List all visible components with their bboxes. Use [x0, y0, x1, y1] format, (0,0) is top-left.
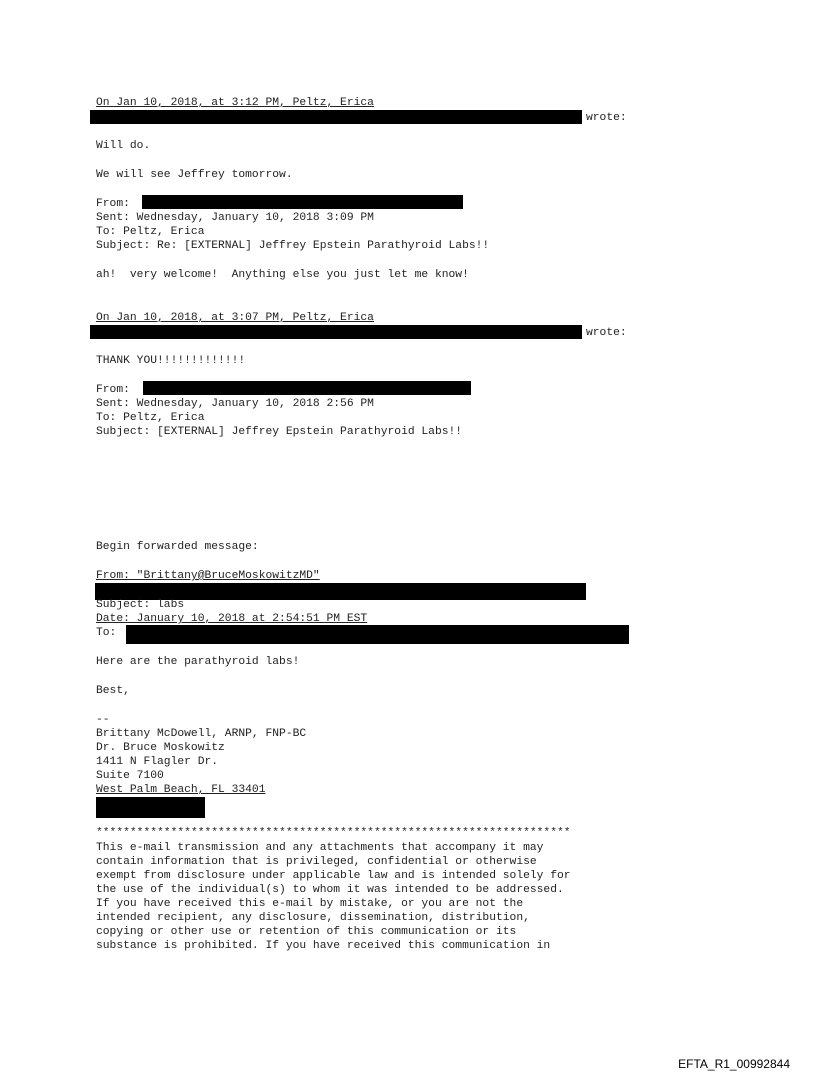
from-line: From: "Brittany@BruceMoskowitzMD" — [96, 570, 320, 582]
disclaimer-stars: ********************************************************************** — [96, 827, 571, 839]
disclaimer-line: If you have received this e-mail by mistake, or you are not the — [96, 898, 524, 910]
redaction-bar — [90, 110, 582, 124]
subject-line: Subject: [EXTERNAL] Jeffrey Epstein Parathyroid Labs!! — [96, 426, 463, 438]
redaction-bar — [143, 381, 471, 395]
disclaimer-line: This e-mail transmission and any attachments that accompany it may — [96, 842, 544, 854]
redaction-bar — [96, 797, 205, 818]
email-body-line: Will do. — [96, 140, 151, 152]
forwarded-intro: Begin forwarded message: — [96, 541, 259, 553]
signature-line: West Palm Beach, FL 33401 — [96, 784, 266, 796]
subject-line: Subject: Re: [EXTERNAL] Jeffrey Epstein Parathyroid Labs!! — [96, 240, 490, 252]
closing-line: Best, — [96, 685, 130, 697]
disclaimer-line: exempt from disclosure under applicable law and is intended solely for — [96, 870, 571, 882]
from-label: From: — [96, 384, 130, 396]
signature-line: Brittany McDowell, ARNP, FNP-BC — [96, 728, 307, 740]
wrote-label: wrote: — [586, 112, 627, 124]
email-header: On Jan 10, 2018, at 3:07 PM, Peltz, Erica — [96, 312, 374, 324]
sent-line: Sent: Wednesday, January 10, 2018 3:09 PM — [96, 212, 374, 224]
redaction-bar — [126, 625, 629, 644]
disclaimer-line: contain information that is privileged, confidential or otherwise — [96, 856, 537, 868]
date-line: Date: January 10, 2018 at 2:54:51 PM EST — [96, 613, 368, 625]
redaction-bar — [142, 195, 463, 209]
email-body-line: Here are the parathyroid labs! — [96, 656, 300, 668]
to-line: To: Peltz, Erica — [96, 226, 205, 238]
signature-separator: -- — [96, 714, 110, 726]
redaction-bar — [90, 325, 582, 339]
disclaimer-line: substance is prohibited. If you have received this communication in — [96, 940, 551, 952]
disclaimer-line: intended recipient, any disclosure, dissemination, distribution, — [96, 912, 530, 924]
email-body-line: We will see Jeffrey tomorrow. — [96, 169, 293, 181]
email-body-line: THANK YOU!!!!!!!!!!!!! — [96, 355, 246, 367]
signature-line: Dr. Bruce Moskowitz — [96, 742, 225, 754]
to-label: To: — [96, 627, 117, 639]
document-id: EFTA_R1_00992844 — [678, 1057, 790, 1071]
to-line: To: Peltz, Erica — [96, 412, 205, 424]
subject-line: Subject: labs — [96, 599, 185, 611]
sent-line: Sent: Wednesday, January 10, 2018 2:56 PM — [96, 398, 374, 410]
from-label: From: — [96, 198, 130, 210]
disclaimer-line: copying or other use or retention of this communication or its — [96, 926, 517, 938]
email-header: On Jan 10, 2018, at 3:12 PM, Peltz, Erica — [96, 97, 374, 109]
signature-line: 1411 N Flagler Dr. — [96, 756, 219, 768]
disclaimer-line: the use of the individual(s) to whom it was intended to be addressed. — [96, 884, 564, 896]
email-body-line: ah! very welcome! Anything else you just let me know! — [96, 269, 469, 281]
wrote-label: wrote: — [586, 327, 627, 339]
signature-line: Suite 7100 — [96, 770, 164, 782]
